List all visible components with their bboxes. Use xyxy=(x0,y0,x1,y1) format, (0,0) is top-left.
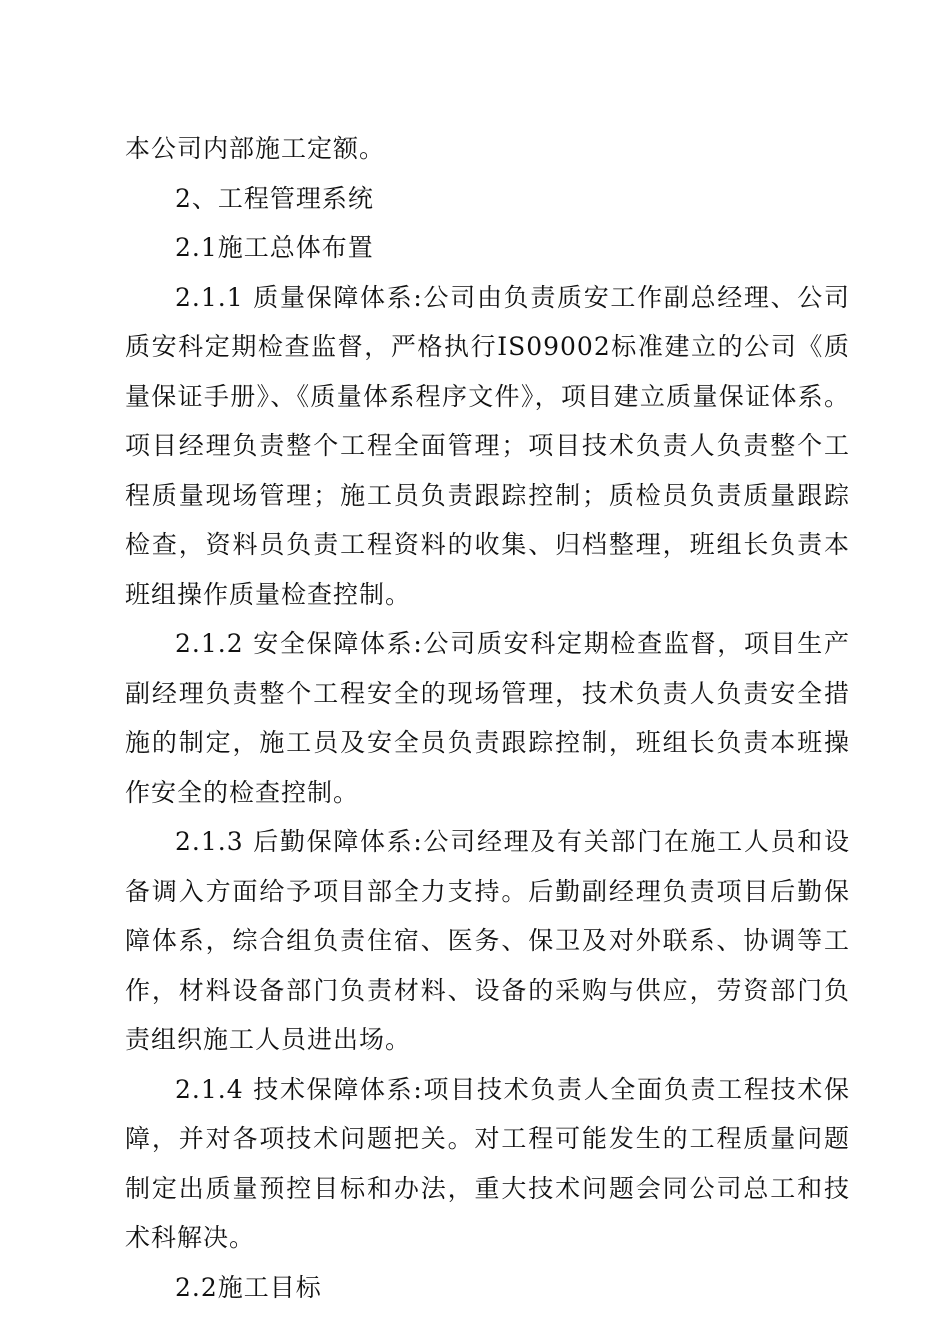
subsection-heading-construction-layout: 2.1施工总体布置 xyxy=(175,233,374,262)
paragraph-logistics-assurance: 2.1.3 后勤保障体系:公司经理及有关部门在施工人员和设备调入方面给予项目部全力支持。后勤副经理负责项目后勤保障体系，综合组负责住宿、医务、保卫及对外联系、协调等工作，材料设备部门负责材料、设备的采购与供应，劳资部门负责组织施工人员进出场。 xyxy=(125,827,850,1054)
paragraph-technical-assurance: 2.1.4 技术保障体系:项目技术负责人全面负责工程技术保障，并对各项技术问题把关。对工程可能发生的工程质量问题制定出质量预控目标和办法，重大技术问题会同公司总工和技术科解决。 xyxy=(125,1074,850,1252)
subsection-heading-construction-goals: 2.2施工目标 xyxy=(175,1272,322,1302)
paragraph-continuation: 本公司内部施工定额。 xyxy=(125,134,386,163)
document-page xyxy=(125,124,850,1312)
paragraph-safety-assurance: 2.1.2 安全保障体系:公司质安科定期检查监督，项目生产副经理负责整个工程安全的现场管理，技术负责人负责安全措施的制定，施工员及安全员负责跟踪控制，班组长负责本班操作安全的检查控制。 xyxy=(125,629,850,807)
paragraph-quality-assurance: 2.1.1 质量保障体系:公司由负责质安工作副总经理、公司质安科定期检查监督，严格执行IS09002标准建立的公司《质量保证手册》、《质量体系程序文件》，项目建立质量保证体系。项目经理负责整个工程全面管理；项目技术负责人负责整个工程质量现场管理；施工员负责跟踪控制；质检员负责质量跟踪检查，资料员负责工程资料的收集、归档整理，班组长负责本班组操作质量检查控制。 xyxy=(125,282,850,609)
section-heading-engineering-management: 2、工程管理系统 xyxy=(175,183,374,213)
